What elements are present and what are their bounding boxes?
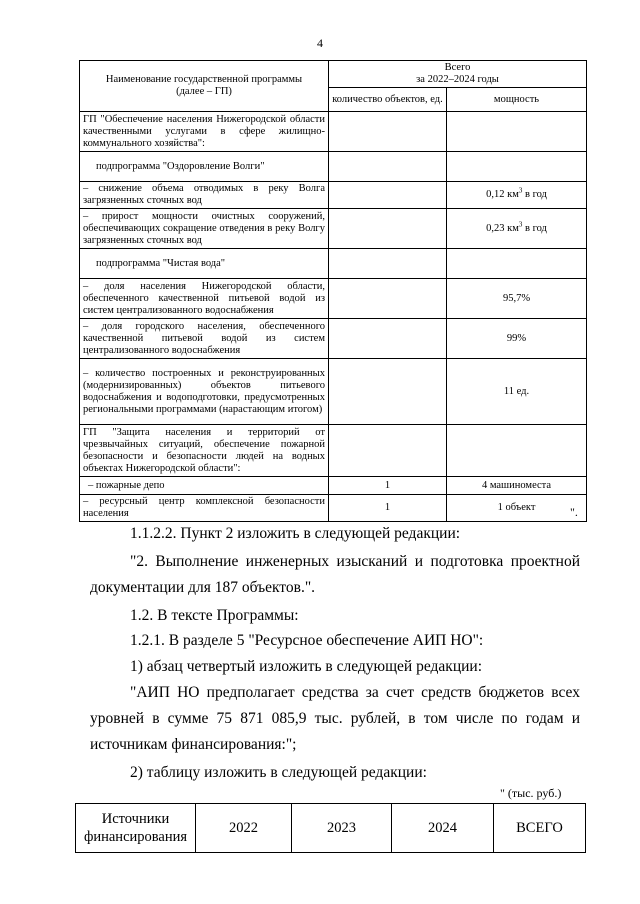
row-power: [447, 112, 587, 152]
row-count: [329, 249, 447, 279]
table-row: [80, 477, 587, 495]
table-row: [80, 359, 587, 425]
table-row: [80, 319, 587, 359]
row-power: 1 объект: [447, 495, 587, 522]
table-row: [80, 279, 587, 319]
paragraph-item-2: 2) таблицу изложить в следующей редакции:: [130, 764, 427, 781]
row-count: [329, 182, 447, 209]
table-row: [80, 112, 587, 152]
row-name: ГП "Обеспечение населения Нижегородской области качественными услугами в сфере жилищно-коммунального хозяйства":: [80, 112, 329, 152]
row-name: подпрограмма "Оздоровление Волги": [80, 152, 329, 182]
row-power: 11 ед.: [447, 359, 587, 425]
row-name: – пожарные депо: [80, 477, 329, 495]
table-row: [80, 152, 587, 182]
row-count: [329, 209, 447, 249]
row-power: [447, 209, 587, 249]
row-name: подпрограмма "Чистая вода": [80, 249, 329, 279]
row-power: [447, 152, 587, 182]
table-row: [76, 804, 586, 853]
row-name: – снижение объема отводимых в реку Волга загрязненных сточных вод: [80, 182, 329, 209]
row-power: 99%: [447, 319, 587, 359]
row-count: 1: [329, 477, 447, 495]
paragraph-1-1-2-2: 1.1.2.2. Пункт 2 изложить в следующей редакции:: [130, 525, 461, 542]
row-count: 1: [329, 495, 447, 522]
row-name: – доля населения Нижегородской области, обеспеченного качественной питьевой водой из систем централизованного водоснабжения: [80, 279, 329, 319]
row-name: – доля городского населения, обеспеченного качественной питьевой водой из систем централизованного водоснабжения: [80, 319, 329, 359]
table-row: [80, 182, 587, 209]
power-value: 0,12 км: [486, 189, 519, 200]
paragraph-quoted-funding: "АИП НО предполагает средства за счет средств бюджетов всех уровней в сумме 75 871 085,9 тыс. рублей, в том числе по годам и источникам финансирования:";: [90, 684, 580, 753]
row-count: [329, 359, 447, 425]
units-note: " (тыс. руб.): [500, 786, 562, 800]
table-closing-quote: ".: [570, 505, 578, 519]
row-name: – количество построенных и реконструированных (модернизированных) объектов питьевого водоснабжения и водоподготовки, предусмотренных региональными программами (нарастающим итогом): [80, 359, 329, 425]
header-count: количество объектов, ед.: [329, 88, 447, 112]
row-power: [447, 249, 587, 279]
power-value: 0,23 км: [486, 222, 519, 234]
header-total-line1: Всего: [444, 62, 471, 73]
row-count: [329, 112, 447, 152]
paragraph-point-2-text: "2. Выполнение инженерных изысканий и подготовка проектной документации для 187 объектов.".: [90, 553, 580, 596]
page-number: 4: [317, 36, 323, 50]
table-row: [80, 495, 587, 522]
paragraph-1-2-1: 1.2.1. В разделе 5 "Ресурсное обеспечение АИП НО":: [130, 632, 484, 649]
row-count: [329, 279, 447, 319]
header-program-name: Наименование государственной программы (далее – ГП): [80, 61, 329, 112]
table-row: [80, 249, 587, 279]
financing-table: [75, 803, 586, 853]
row-power: [447, 425, 587, 477]
row-count: [329, 319, 447, 359]
header-year-2022: 2022: [196, 804, 292, 853]
table-row: [80, 425, 587, 477]
header-power: мощность: [447, 88, 587, 112]
power-exponent: 3: [518, 186, 523, 195]
header-total: [329, 61, 587, 88]
header-sources: Источники финансирования: [76, 804, 196, 853]
header-year-2023: 2023: [292, 804, 392, 853]
row-count: [329, 152, 447, 182]
power-unit: в год: [522, 189, 547, 200]
row-name: ГП "Защита населения и территорий от чрезвычайных ситуаций, обеспечение пожарной безопасности и безопасности людей на водных объектах Нижегородской области":: [80, 425, 329, 477]
row-power: [447, 182, 587, 209]
header-total-line2: за 2022–2024 годы: [416, 74, 499, 85]
row-count: [329, 425, 447, 477]
power-unit: в год: [522, 222, 547, 234]
table-row: [80, 209, 587, 249]
header-total: ВСЕГО: [494, 804, 586, 853]
paragraph-item-1: 1) абзац четвертый изложить в следующей редакции:: [130, 658, 483, 675]
power-exponent: 3: [518, 220, 523, 228]
program-indicators-table: [79, 60, 587, 522]
row-name: – ресурсный центр комплексной безопасности населения: [80, 495, 329, 522]
paragraph-1-2: 1.2. В тексте Программы:: [130, 607, 299, 624]
row-power: 4 машиноместа: [447, 477, 587, 495]
header-year-2024: 2024: [392, 804, 494, 853]
row-name: – прирост мощности очистных сооружений, обеспечивающих сокращение отведения в реку Волгу загрязненных сточных вод: [80, 209, 329, 249]
row-power: 95,7%: [447, 279, 587, 319]
